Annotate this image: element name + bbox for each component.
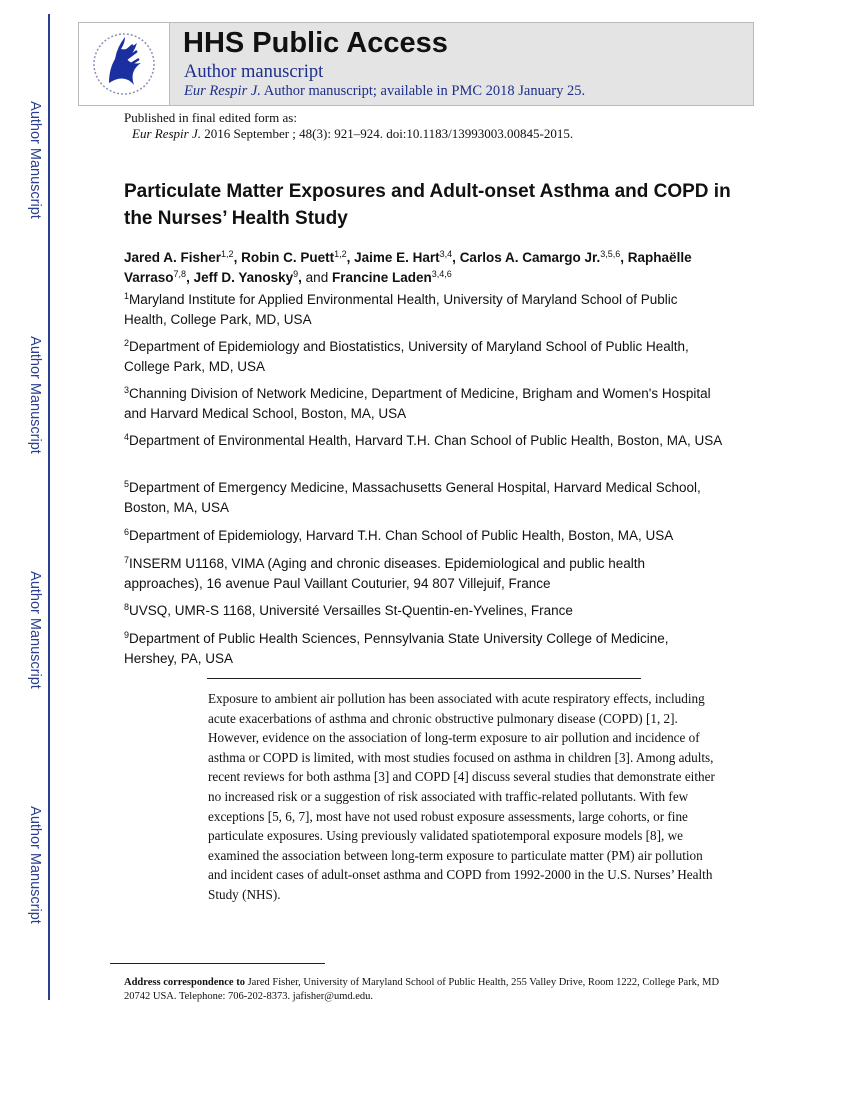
sidebar-label-text: Author Manuscript (27, 101, 43, 219)
author-name: Jeff D. Yanosky (193, 270, 294, 285)
abstract: Exposure to ambient air pollution has been associated with acute respiratory effects, including acute exacerbations of asthma and chronic obstructive pulmonary disease (COPD) [1, 2]. However, evidence on the association of long-term exposure to air pollution and incidence of asthma or COPD is limited, with most studies focused on asthma in children [3]. Among adults, recent reviews for both asthma [3] and COPD [4] discuss several studies that demonstrate either no increased risk or a suggestion of risk associated with traffic-related pollutants. With few exceptions [5, 6, 7], most have not used robust exposure assessments, large cohorts, or fine particulate exposures. Using previously validated spatiotemporal exposure models [8], we examined the association between long-term exposure to particulate matter (PM) air pollution and incident cases of adult-onset asthma and COPD from 1992-2000 in the U.S. Nurses’ Health Study (NHS). (208, 691, 715, 902)
author (460, 250, 621, 265)
author-list: Jared A. Fisher$^{1,2}$, Robin C. Puett$^{1,2}$, Jaime E. Hart$^{3,4}$, Carlos A. Camargo Jr.$^{3,5,6}$, Raphaëlle Varraso$^{7,8}$, Jeff D. Yanosky$^9$, and Francine Laden$^{3,4,6}$ (124, 249, 692, 285)
footnote (124, 976, 724, 1003)
author (332, 270, 452, 285)
sidebar-label-text: Author Manuscript (27, 336, 43, 454)
affiliation-text: Department of Epidemiology, Harvard T.H. Chan School of Public Health, Boston, MA, USA (129, 528, 674, 543)
author (241, 250, 347, 265)
affiliation-number: 7 (124, 555, 130, 565)
affiliation (124, 526, 724, 546)
footnote-label: Address correspondence to (124, 977, 245, 988)
author-affiliation-number: 3,4,6 (431, 269, 452, 279)
author-affiliation-number: 9 (293, 269, 299, 279)
affiliation-text: INSERM U1168, VIMA (Aging and chronic diseases. Epidemiological and public health approaches), 16 avenue Paul Vaillant Couturier, 94 807 Villejuif, France (124, 556, 646, 591)
affiliation-number: 2 (124, 338, 130, 348)
affiliation-number: 6 (124, 527, 130, 537)
affiliation-text: Department of Epidemiology and Biostatistics, University of Maryland School of Public Health, College Park, MD, USA (124, 339, 689, 374)
affiliation-text: Department of Public Health Sciences, Pennsylvania State University College of Medicine, Hershey, PA, USA (124, 631, 669, 666)
affiliation-text: Maryland Institute for Applied Environmental Health, University of Maryland School of Public Health, College Park, MD, USA (124, 292, 678, 327)
affiliation-text: Channing Division of Network Medicine, Department of Medicine, Brigham and Women's Hospital and Harvard Medical School, Boston, MA, USA (124, 386, 711, 421)
journal-name: Eur Respir J. (184, 83, 261, 99)
author-name: Jared A. Fisher (124, 250, 222, 265)
affiliation-number: 3 (124, 385, 130, 395)
header-subtitle: Author manuscript (184, 62, 324, 82)
and-text: and (305, 270, 329, 285)
affiliation-text: UVSQ, UMR-S 1168, Université Versailles St-Quentin-en-Yvelines, France (129, 603, 573, 618)
affiliation (124, 629, 724, 668)
sidebar-label-text: Author Manuscript (27, 571, 43, 689)
author-name: Robin C. Puett (241, 250, 335, 265)
sidebar-label-text: Author Manuscript (27, 806, 43, 924)
affiliation (124, 384, 724, 423)
affiliation (124, 431, 724, 451)
author-affiliation-number: 7,8 (173, 269, 187, 279)
published-label: Published in final edited form as: (124, 110, 297, 125)
author-affiliation-number: 3,4 (439, 249, 453, 259)
published-citation (124, 110, 573, 142)
affiliation-text: Department of Emergency Medicine, Massachusetts General Hospital, Harvard Medical School, Boston, MA, USA (124, 480, 701, 515)
affiliation (124, 601, 724, 621)
published-journal: Eur Respir J. (132, 126, 201, 141)
article-title: Particulate Matter Exposures and Adult-onset Asthma and COPD in the Nurses’ Health Study (124, 181, 731, 229)
affiliation-text: Department of Environmental Health, Harvard T.H. Chan School of Public Health, Boston, MA, USA (129, 433, 723, 448)
hhs-header (78, 22, 754, 106)
author (124, 250, 234, 265)
affiliation-number: 1 (124, 291, 130, 301)
footnote-divider (110, 963, 325, 964)
author-name: Carlos A. Camargo Jr. (459, 250, 601, 265)
header-title: HHS Public Access (183, 27, 448, 59)
author-name: Raphaëlle Varraso (124, 250, 692, 285)
divider (207, 678, 641, 679)
footnote-text: Jared Fisher, University of Maryland School of Public Health, 255 Valley Drive, Room 1222, College Park, MD 20742 USA. Telephone: 706-202-8373. jafisher@umd.edu. (124, 977, 720, 1002)
affiliation-number: 5 (124, 479, 130, 489)
author-affiliation-number: 3,5,6 (600, 249, 621, 259)
affiliation-number: 8 (124, 602, 130, 612)
author (354, 250, 452, 265)
sidebar-rule (48, 14, 50, 1000)
author-name: Jaime E. Hart (354, 250, 440, 265)
availability-text: Author manuscript; available in PMC 2018 January 25. (263, 83, 586, 99)
affiliation (124, 290, 724, 329)
affiliation (124, 554, 724, 593)
affiliation-number: 4 (124, 432, 130, 442)
author-affiliation-number: 1,2 (334, 249, 347, 259)
author-name: Francine Laden (331, 270, 432, 285)
author-affiliation-number: 1,2 (221, 249, 234, 259)
affiliation (124, 337, 724, 376)
affiliation-number: 9 (124, 630, 130, 640)
affiliation (124, 478, 724, 517)
header-availability (184, 83, 585, 100)
author (194, 270, 299, 285)
hhs-logo-icon (79, 23, 170, 105)
published-citation-text: 2016 September ; 48(3): 921–924. doi:10.1183/13993003.00845-2015. (204, 126, 574, 141)
